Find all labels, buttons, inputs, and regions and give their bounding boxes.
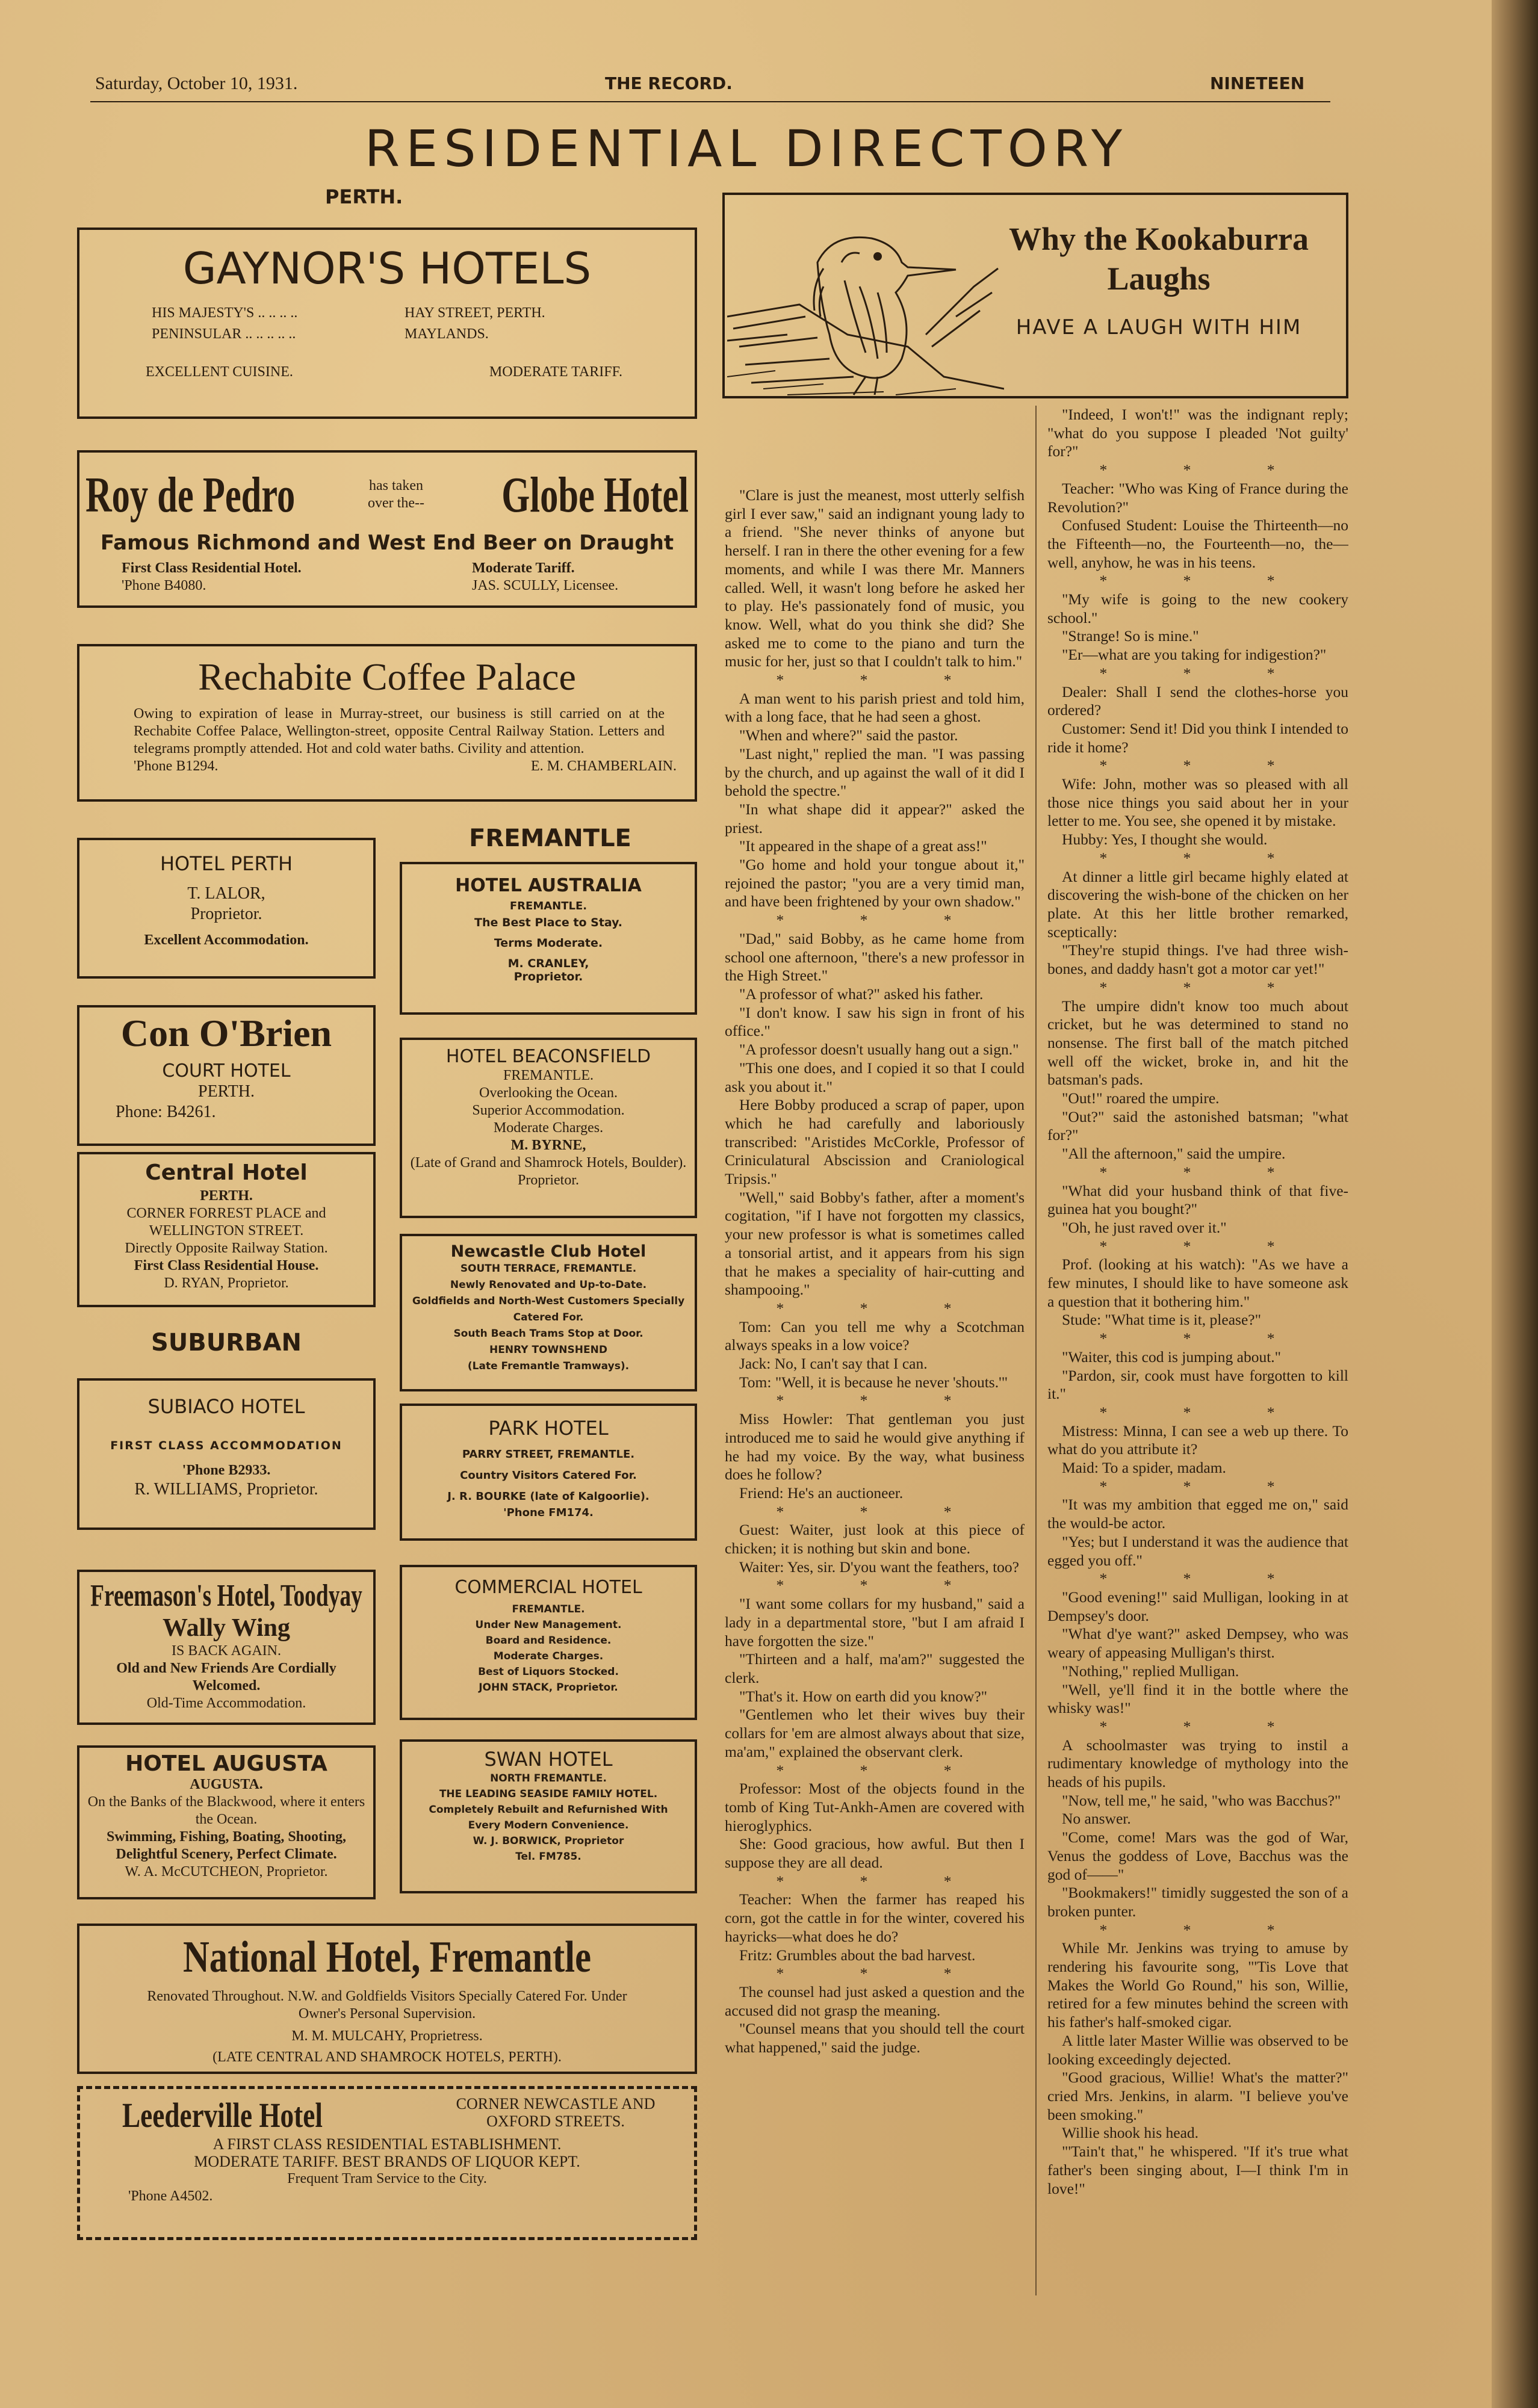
paragraph: Prof. (looking at his watch): "As we have a few minutes, I should like to have someone ask a question that it bothering him." [1047, 1255, 1348, 1310]
separator-stars: * * * [776, 1576, 988, 1594]
ad-title: HOTEL AUGUSTA [125, 1751, 327, 1776]
header-rule [90, 101, 1330, 102]
ad-park-hotel [400, 1404, 697, 1541]
section-fremantle: FREMANTLE [469, 825, 631, 852]
ad-text: W. A. McCUTCHEON, Proprietor. [125, 1864, 328, 1880]
ad-hotel-perth [77, 838, 376, 979]
paragraph: Here Bobby produced a scrap of paper, upon which he had carefully and laboriously transcribed: "Aristides McCorkle, Professor of Criniculatural Abscission and Craniological Tripsis." [725, 1096, 1025, 1188]
ad-newcastle-club-hotel [400, 1234, 697, 1391]
ad-text: CORNER NEWCASTLE AND OXFORD STREETS. [456, 2095, 656, 2130]
paragraph: No answer. [1062, 1810, 1131, 1828]
ad-gaynors-hotels [77, 227, 697, 419]
paragraph: Maid: To a spider, madam. [1062, 1459, 1226, 1477]
ad-hotel-australia [400, 862, 697, 1015]
ad-text: PERTH. [198, 1082, 255, 1101]
section-perth: PERTH. [325, 185, 403, 208]
ad-title: Con O'Brien [120, 1012, 332, 1054]
separator-stars: * * * [1099, 1570, 1311, 1588]
paragraph: "All the afternoon," said the umpire. [1062, 1145, 1286, 1163]
paragraph: "Out!" roared the umpire. [1062, 1089, 1220, 1107]
paragraph: A little later Master Willie was observed to be looking exceedingly dejected. [1047, 2031, 1348, 2068]
paragraph: Hubby: Yes, I thought she would. [1062, 831, 1268, 849]
separator-stars: * * * [1099, 757, 1311, 775]
paragraph: "Now, tell me," he said, "who was Bacchus?" [1062, 1791, 1341, 1809]
separator-stars: * * * [776, 1964, 988, 1982]
ad-text: HAY STREET, PERTH. [405, 305, 545, 321]
ad-text: Famous Richmond and West End Beer on Draught [100, 531, 674, 555]
separator-stars: * * * [1099, 1717, 1311, 1735]
ad-text: Swimming, Fishing, Boating, Shooting, Delightful Scenery, Perfect Climate. [106, 1829, 347, 1862]
separator-stars: * * * [1099, 1329, 1311, 1348]
ad-title: Globe Hotel [501, 466, 689, 523]
paragraph: Mistress: Minna, I can see a web up there. To what do you attribute it? [1047, 1422, 1348, 1458]
ad-title: National Hotel, Fremantle [182, 1933, 592, 1982]
ad-central-hotel [77, 1152, 376, 1307]
paragraph: "Pardon, sir, cook must have forgotten to kill it." [1047, 1366, 1348, 1403]
ad-hotel-beaconsfield [400, 1038, 697, 1218]
ad-text: Newly Renovated and Up-to-Date. [450, 1279, 647, 1291]
paragraph: Wife: John, mother was so pleased with all those nice things you said about her in your letter to me. You see, she opened it by mistake. [1047, 775, 1348, 830]
ad-text: PENINSULAR .. .. .. .. .. [152, 326, 296, 342]
ad-text: (Late of Grand and Shamrock Hotels, Boulder). [410, 1155, 687, 1171]
ad-text: Moderate Charges. [493, 1650, 604, 1662]
paragraph: Tom: Can you tell me why a Scotchman always speaks in a low voice? [725, 1317, 1025, 1354]
jokes-column-2 [1047, 406, 1348, 2301]
paragraph: Teacher: When the farmer has reaped his corn, got the cattle in for the winter, covered his hayricks—what does he do? [725, 1890, 1025, 1945]
ad-title: Central Hotel [145, 1160, 308, 1185]
ad-text: J. R. BOURKE (late of Kalgoorlie). [447, 1490, 650, 1503]
paragraph: The umpire didn't know too much about cricket, but he was determined to stand no nonsense. The first ball of the match pitched well off the wicket, broke in, and hit the batsman's pads. [1047, 997, 1348, 1089]
kookaburra-illustration [727, 196, 1004, 397]
ad-national-hotel [77, 1924, 697, 2074]
ad-text: IS BACK AGAIN. [171, 1643, 281, 1659]
ad-title: GAYNOR'S HOTELS [182, 243, 592, 294]
separator-stars: * * * [1099, 1403, 1311, 1421]
ad-globe-hotel [77, 450, 697, 608]
separator-stars: * * * [1099, 572, 1311, 590]
ad-text: First Class Residential House. [134, 1258, 319, 1274]
ad-title: Newcastle Club Hotel [450, 1242, 647, 1261]
ad-text: THE LEADING SEASIDE FAMILY HOTEL. [439, 1788, 658, 1800]
paragraph: "I want some collars for my husband," said a lady in a departmental store, "but I am afraid I have forgotten the size." [725, 1595, 1025, 1650]
paragraph: "My wife is going to the new cookery school." [1047, 590, 1348, 627]
ad-title: SUBIACO HOTEL [147, 1395, 305, 1418]
ad-text: 'Phone A4502. [128, 2188, 213, 2204]
separator-stars: * * * [776, 1502, 988, 1520]
header-page-number: NINETEEN [1210, 73, 1305, 93]
ad-text: FIRST CLASS ACCOMMODATION [110, 1439, 343, 1452]
ad-hotel-augusta [77, 1745, 376, 1899]
ad-text: EXCELLENT CUISINE. [146, 364, 293, 380]
ad-title: PARK HOTEL [488, 1417, 609, 1440]
paragraph: Stude: "What time is it, please?" [1062, 1311, 1261, 1329]
ad-text: PARRY STREET, FREMANTLE. [462, 1448, 635, 1461]
jokes-column-1 [725, 486, 1025, 2304]
paragraph: "Good gracious, Willie! What's the matter?" cried Mrs. Jenkins, in alarm. "I believe you've been smoking." [1047, 2069, 1348, 2123]
kookaburra-header [722, 193, 1348, 398]
ad-text: M. CRANLEY, [507, 957, 589, 970]
paragraph: "They're stupid things. I've had three wish-bones, and daddy hasn't got a motor car yet!" [1047, 941, 1348, 978]
paragraph: "In what shape did it appear?" asked the priest. [725, 800, 1025, 837]
separator-stars: * * * [1099, 1477, 1311, 1495]
ad-text: SOUTH TERRACE, FREMANTLE. [460, 1263, 637, 1275]
paragraph: "Go home and hold your tongue about it," rejoined the pastor; "you are a very timid man, and have been frightened by your own shadow." [725, 856, 1025, 911]
separator-stars: * * * [1099, 849, 1311, 867]
paragraph: "Counsel means that you should tell the court what happened," said the judge. [725, 2020, 1025, 2057]
ad-subiaco-hotel [77, 1378, 376, 1530]
paragraph: Friend: He's an auctioneer. [739, 1484, 904, 1502]
separator-stars: * * * [1099, 1237, 1311, 1255]
ad-text: Old-Time Accommodation. [146, 1695, 306, 1711]
paragraph: "'Tain't that," he whispered. "If it's true what father's been singing about, I—I think I'm in love!" [1047, 2143, 1348, 2197]
header-paper: THE RECORD. [605, 73, 733, 93]
ad-text: NORTH FREMANTLE. [490, 1772, 607, 1784]
ad-commercial-hotel [400, 1565, 697, 1720]
paragraph: Dealer: Shall I send the clothes-horse you ordered? [1047, 682, 1348, 719]
paragraph: At dinner a little girl became highly elated at discovering the wish-bone of the chicken on her plate. At this her little brother remarked, sceptically: [1047, 867, 1348, 941]
page-edge [1492, 0, 1538, 2408]
ad-text: M. M. MULCAHY, Proprietress. [291, 2028, 483, 2044]
ad-text: HENRY TOWNSHEND [489, 1344, 607, 1356]
paragraph: She: Good gracious, how awful. But then I suppose they are all dead. [725, 1835, 1025, 1872]
paragraph: Jack: No, I can't say that I can. [739, 1355, 928, 1373]
ad-text: AUGUSTA. [190, 1777, 263, 1792]
separator-stars: * * * [776, 1299, 988, 1317]
paragraph: "Out?" said the astonished batsman; "what for?" [1047, 1107, 1348, 1144]
ad-text: Renovated Throughout. N.W. and Goldfields Visitors Specially Catered For. Under Owner's Personal Supervision. [147, 1989, 627, 2022]
ad-text: M. BYRNE, [510, 1137, 586, 1153]
ad-text: Old and New Friends Are Cordially Welcomed. [116, 1661, 336, 1694]
paragraph: Teacher: "Who was King of France during the Revolution?" [1047, 479, 1348, 516]
ad-text: JOHN STACK, Proprietor. [479, 1682, 618, 1694]
paragraph: "Gentlemen who let their wives buy their collars for 'em are almost always about that size, ma'am," explained the observant clerk. [725, 1706, 1025, 1760]
ad-text: Proprietor. [190, 905, 262, 923]
ad-rechabite-coffee-palace [77, 644, 697, 802]
paragraph: "Thirteen and a half, ma'am?" suggested the clerk. [725, 1650, 1025, 1686]
ad-title: Freemason's Hotel, Toodyay [90, 1579, 362, 1613]
ad-text: 'Phone B1294. [134, 758, 219, 774]
ad-text: T. LALOR, [187, 884, 265, 903]
ad-text: Owing to expiration of lease in Murray-street, our business is still carried on at the Rechabite Coffee Palace, Wellington-street, opposite Central Railway Station. Letters and telegrams promptly attended. Hot and cold water baths. Civility and attention. [134, 706, 665, 757]
ad-text: The Best Place to Stay. [474, 916, 622, 929]
ad-text: HIS MAJESTY'S .. .. .. .. [152, 305, 298, 321]
paragraph: Willie shook his head. [1062, 2124, 1199, 2142]
ad-text: MODERATE TARIFF. [489, 364, 622, 380]
paragraph: "What did your husband think of that five-guinea hat you bought?" [1047, 1181, 1348, 1218]
paragraph: "Bookmakers!" timidly suggested the son of a broken punter. [1047, 1884, 1348, 1920]
ad-text: JAS. SCULLY, Licensee. [472, 578, 619, 593]
ad-text: MODERATE TARIFF. BEST BRANDS OF LIQUOR KEPT. [194, 2153, 580, 2170]
ad-text: R. WILLIAMS, Proprietor. [134, 1480, 318, 1499]
ad-text: COURT HOTEL [162, 1060, 291, 1082]
ad-leederville-hotel [77, 2086, 697, 2240]
ad-swan-hotel [400, 1739, 697, 1893]
ad-text: W. J. BORWICK, Proprietor [473, 1835, 624, 1847]
ad-text: PERTH. [200, 1188, 253, 1204]
ad-text: Completely Rebuilt and Refurnished With Every Modern Convenience. [429, 1804, 668, 1831]
ad-title: HOTEL AUSTRALIA [455, 875, 642, 896]
column-rule [1035, 406, 1037, 2295]
ad-text: A FIRST CLASS RESIDENTIAL ESTABLISHMENT. [212, 2135, 562, 2153]
ad-text: Moderate Tariff. [472, 560, 575, 576]
section-suburban: SUBURBAN [151, 1329, 302, 1357]
paragraph: "I don't know. I saw his sign in front of his office." [725, 1003, 1025, 1040]
ad-text: FREMANTLE. [503, 1068, 594, 1083]
ad-text: Moderate Charges. [493, 1120, 604, 1136]
ad-text: Terms Moderate. [494, 936, 603, 950]
separator-stars: * * * [776, 671, 988, 689]
paragraph: "When and where?" said the pastor. [739, 726, 958, 744]
ad-text: Proprietor. [518, 1172, 579, 1188]
ad-text: Board and Residence. [485, 1635, 612, 1647]
ad-text: Country Visitors Catered For. [460, 1469, 637, 1482]
separator-stars: * * * [1099, 1163, 1311, 1181]
ad-title: SWAN HOTEL [484, 1748, 613, 1771]
paragraph: "Come, come! Mars was the god of War, Venus the goddess of Love, Bacchus was the god of——" [1047, 1828, 1348, 1883]
ad-text: Phone: B4261. [116, 1103, 216, 1121]
ad-text: Directly Opposite Railway Station. [125, 1240, 328, 1256]
paragraph: Miss Howler: That gentleman you just introduced me to said he would give anything if he had my voice. By the way, what business does he follow? [725, 1410, 1025, 1484]
separator-stars: * * * [1099, 1921, 1311, 1939]
ad-text: First Class Residential Hotel. [122, 560, 302, 576]
separator-stars: * * * [1099, 664, 1311, 682]
paragraph: A man went to his parish priest and told him, with a long face, that he had seen a ghost. [725, 689, 1025, 726]
separator-stars: * * * [776, 911, 988, 929]
ad-title: HOTEL BEACONSFIELD [445, 1046, 651, 1067]
separator-stars: * * * [776, 1391, 988, 1410]
ad-title: Rechabite Coffee Palace [198, 655, 576, 698]
separator-stars: * * * [1099, 978, 1311, 996]
paragraph: "Oh, he just raved over it." [1062, 1218, 1227, 1236]
ad-text: has taken over the-- [368, 478, 424, 511]
paragraph: "That's it. How on earth did you know?" [739, 1687, 988, 1705]
paragraph: "Yes; but I understand it was the audience that egged you off." [1047, 1532, 1348, 1569]
separator-stars: * * * [776, 1761, 988, 1779]
ad-title: COMMERCIAL HOTEL [454, 1577, 642, 1598]
ad-title: Roy de Pedro [85, 466, 296, 523]
ad-text: FREMANTLE. [512, 1603, 585, 1615]
paragraph: "Well," said Bobby's father, after a moment's cogitation, "if I have not forgotten my classics, your new professor is what is sometimes called a tonsorial artist, and it appears from his sign that he makes a speciality of hair-cutting and shampooing." [725, 1188, 1025, 1299]
paragraph: "It appeared in the shape of a great ass!" [739, 837, 987, 855]
paragraph: While Mr. Jenkins was trying to amuse by rendering his favourite song, "'Tis Love that Makes the World Go Round," his son, Willie, retired for a few minutes behind the screen with his father's half-smoked cigar. [1047, 1939, 1348, 2031]
ad-text: E. M. CHAMBERLAIN. [530, 758, 677, 774]
page-title: RESIDENTIAL DIRECTORY [364, 119, 1129, 178]
ad-text: CORNER FORREST PLACE and WELLINGTON STREET. [126, 1206, 326, 1239]
ad-text: Goldfields and North-West Customers Specially Catered For. [412, 1295, 685, 1323]
header-date: Saturday, October 10, 1931. [95, 73, 298, 93]
ad-text: 'Phone FM174. [503, 1506, 594, 1519]
ad-title: HOTEL PERTH [160, 852, 293, 875]
paragraph: "Good evening!" said Mulligan, looking in at Dempsey's door. [1047, 1588, 1348, 1624]
ad-text: D. RYAN, Proprietor. [164, 1275, 289, 1291]
paragraph: "What d'ye want?" asked Dempsey, who was weary of appeasing Mulligan's thirst. [1047, 1625, 1348, 1662]
ad-title: Leederville Hotel [122, 2096, 323, 2135]
ad-text: 'Phone B2933. [182, 1462, 271, 1478]
ad-text: Frequent Tram Service to the City. [287, 2171, 487, 2187]
paragraph: Professor: Most of the objects found in the tomb of King Tut-Ankh-Amen are covered with hieroglyphics. [725, 1780, 1025, 1834]
ad-text: Proprietor. [513, 970, 583, 983]
paragraph: Confused Student: Louise the Thirteenth—no the Fifteenth—no, the Fourteenth—no, the—well, anyhow, he was in his teens. [1047, 516, 1348, 571]
paragraph: "This one does, and I copied it so that I could ask you about it." [725, 1059, 1025, 1095]
paragraph: Tom: "Well, it is because he never 'shouts.'" [739, 1373, 1008, 1391]
ad-text: (LATE CENTRAL AND SHAMROCK HOTELS, PERTH). [212, 2049, 562, 2065]
paragraph: "Nothing," replied Mulligan. [1062, 1662, 1239, 1680]
paragraph: Guest: Waiter, just look at this piece of chicken; it is nothing but skin and bone. [725, 1521, 1025, 1558]
paragraph: "A professor doesn't usually hang out a sign." [739, 1041, 1019, 1059]
ad-text: FREMANTLE. [509, 900, 588, 912]
ad-text: On the Banks of the Blackwood, where it enters the Ocean. [87, 1794, 365, 1827]
paragraph: Fritz: Grumbles about the bad harvest. [739, 1946, 976, 1964]
kookaburra-title: Why the Kookaburra Laughs [1008, 221, 1309, 297]
paragraph: Customer: Send it! Did you think I intended to ride it home? [1047, 719, 1348, 756]
paragraph: "Dad," said Bobby, as he came home from school one afternoon, "there's a new professor in the High Street." [725, 929, 1025, 985]
separator-stars: * * * [776, 1872, 988, 1890]
paragraph: Waiter: Yes, sir. D'you want the feathers, too? [739, 1558, 1019, 1576]
paragraph: "Er—what are you taking for indigestion?" [1062, 646, 1327, 664]
paragraph: "A professor of what?" asked his father. [739, 985, 984, 1003]
paragraph: "Strange! So is mine." [1062, 627, 1199, 645]
ad-text: Tel. FM785. [515, 1851, 581, 1863]
paragraph: "Last night," replied the man. "I was passing by the church, and up against the wall of it did I behold the spectre." [725, 744, 1025, 800]
paragraph: "Waiter, this cod is jumping about." [1062, 1348, 1282, 1366]
ad-text: Under New Management. [475, 1619, 622, 1631]
paragraph: "Indeed, I won't!" was the indignant reply; "what do you suppose I pleaded 'Not guilty' for?" [1047, 406, 1348, 460]
separator-stars: * * * [1099, 461, 1311, 479]
ad-freemasons-hotel [77, 1570, 376, 1725]
paragraph: "Clare is just the meanest, most utterly selfish girl I ever saw," said an indignant young lady to a friend. "She never thinks of anyone but herself. I ran in there the other evening for a few moments, and while I was there Mr. Manners called. Well, it wasn't long before he asked her to play. He's passionately fond of music, you know. Well, what do you think she did? She asked me to come to the piano and turn the music for her, just so that I couldn't talk to him." [725, 486, 1025, 670]
paragraph: "Well, ye'll find it in the bottle where the whisky was!" [1047, 1680, 1348, 1717]
ad-text: (Late Fremantle Tramways). [467, 1360, 630, 1372]
ad-text: Superior Accommodation. [472, 1103, 625, 1118]
ad-text: Wally Wing [162, 1614, 291, 1642]
paragraph: A schoolmaster was trying to instil a rudimentary knowledge of mythology into the heads of his pupils. [1047, 1736, 1348, 1791]
ad-con-obrien [77, 1005, 376, 1146]
ad-text: 'Phone B4080. [122, 578, 206, 593]
paragraph: The counsel had just asked a question and the accused did not grasp the meaning. [725, 1982, 1025, 2019]
ad-text: Excellent Accommodation. [144, 932, 309, 948]
ad-text: Overlooking the Ocean. [479, 1085, 618, 1101]
ad-text: Best of Liquors Stocked. [478, 1666, 619, 1678]
paragraph: "It was my ambition that egged me on," said the would-be actor. [1047, 1496, 1348, 1532]
ad-text: MAYLANDS. [405, 326, 489, 342]
kookaburra-subtitle: HAVE A LAUGH WITH HIM [1016, 315, 1302, 339]
ad-text: South Beach Trams Stop at Door. [453, 1328, 643, 1340]
